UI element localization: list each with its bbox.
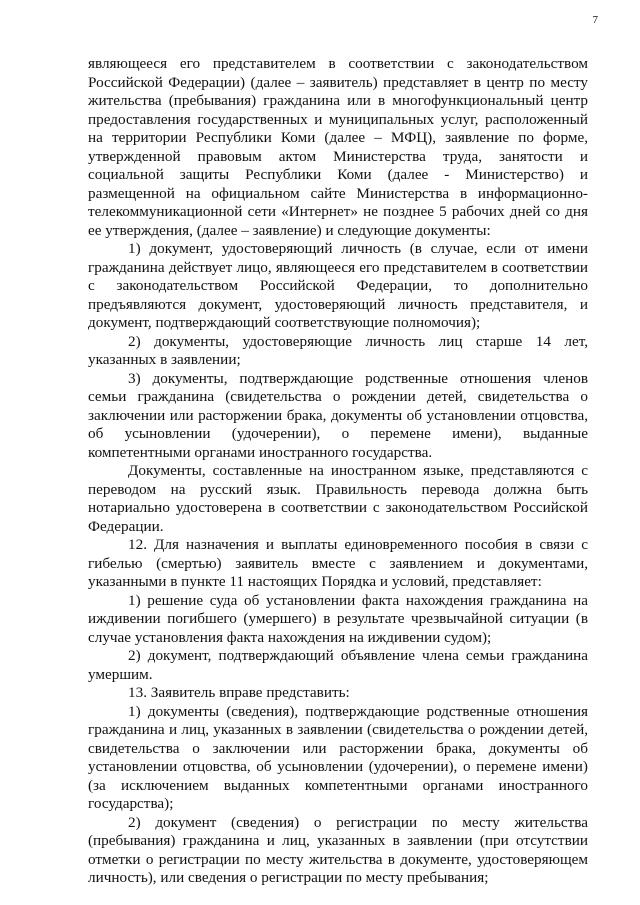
paragraph-item-3-kinship-documents: 3) документы, подтверждающие родственные отношения членов семьи гражданина (свидетельства о рождении детей, свидетельства о заключении или расторжении брака, документы об установлении отцовства, об усыновлении (удочерении), о перемене имени), выданные компетентными органами иностранного государства. xyxy=(88,369,588,461)
paragraph-foreign-language-documents: Документы, составленные на иностранном языке, представляются с переводом на русский язык. Правильность перевода должна быть нотариально удостоверена в соответствии с законодательством Российской Федерации. xyxy=(88,462,588,535)
paragraph-section-12: 12. Для назначения и выплаты единовременного пособия в связи с гибелью (смертью) заявитель вместе с заявлением и документами, указанными в пункте 11 настоящих Порядка и условий, представляет: xyxy=(88,536,588,590)
document-body xyxy=(88,55,588,888)
paragraph-section-13-item-2: 2) документ (сведения) о регистрации по месту жительства (пребывания) гражданина и лиц, указанных в заявлении (при отсутствии отметки о регистрации по месту жительства в документе, удостоверяющем личность), или сведения о регистрации по месту пребывания; xyxy=(88,813,588,886)
paragraph-item-2-identity-documents-over-14: 2) документы, удостоверяющие личность лиц старше 14 лет, указанных в заявлении; xyxy=(88,332,588,368)
paragraph-section-13-item-1: 1) документы (сведения), подтверждающие родственные отношения гражданина и лиц, указанных в заявлении (свидетельства о рождении детей, свидетельства о заключении или расторжении брака, документы об установлении отцовства, об усыновлении (удочерении), о перемене имени) (за исключением выданных компетентными органами иностранного государства); xyxy=(88,702,588,812)
page-number: 7 xyxy=(592,14,598,26)
paragraph-section-12-item-2: 2) документ, подтверждающий объявление члена семьи гражданина умершим. xyxy=(88,647,588,683)
paragraph-section-13: 13. Заявитель вправе представить: xyxy=(128,684,350,701)
paragraph-item-1-identity-document: 1) документ, удостоверяющий личность (в случае, если от имени гражданина действует лицо, являющееся его представителем в соответствии с законодательством Российской Федерации, то дополнительно предъявляются документ, удостоверяющий личность представителя, и документ, подтверждающий соответствующие полномочия); xyxy=(88,240,588,331)
paragraph-intro-continuation: являющееся его представителем в соответствии с законодательством Российской Федерации) (далее – заявитель) представляет в центр по месту жительства (пребывания) гражданина или в многофункциональный центр предоставления государственных и муниципальных услуг, расположенный на территории Республики Коми (далее – МФЦ), заявление по форме, утвержденной правовым актом Министерства труда, занятости и социальной защиты Республики Коми (далее - Министерство) и размещенной на официальном сайте Министерства в информационно-телекоммуникационной сети «Интернет» не позднее 5 рабочих дней со дня ее утверждения, (далее – заявление) и следующие документы: xyxy=(88,55,588,239)
paragraph-section-12-item-1: 1) решение суда об установлении факта нахождения гражданина на иждивении погибшего (умершего) в результате чрезвычайной ситуации (в случае установления факта нахождения на иждивении судом); xyxy=(88,591,588,646)
